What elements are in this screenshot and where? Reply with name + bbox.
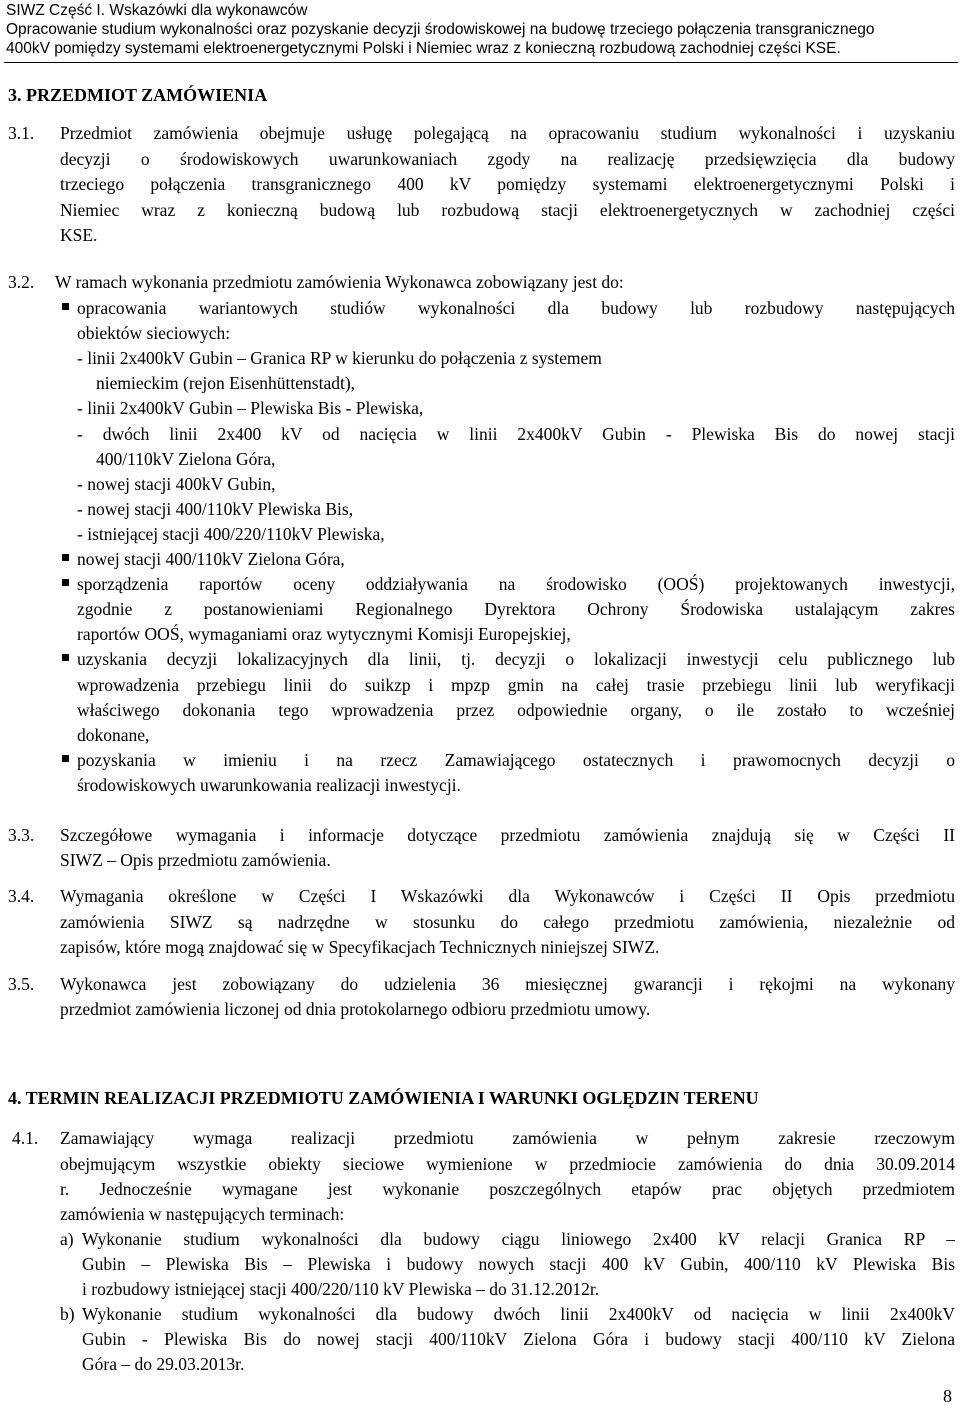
- list-item-line: Gubin – Plewiska Bis – Plewiska i budowy nowych stacji 400 kV Gubin, 400/110 kV Plewiska Bis: [82, 1254, 955, 1274]
- paragraph-number: 3.5.: [8, 974, 35, 994]
- paragraph-number: 3.4.: [8, 886, 35, 906]
- paragraph-number: 3.3.: [8, 825, 35, 845]
- dash-item: - linii 2x400kV Gubin – Granica RP w kierunku do połączenia z systemem: [77, 348, 602, 368]
- header-divider: [4, 62, 958, 63]
- list-marker-b: b): [60, 1304, 75, 1324]
- dash-item: - nowej stacji 400/110kV Plewiska Bis,: [77, 499, 354, 519]
- bullet-square-icon: [62, 579, 69, 586]
- section-4-heading: 4. TERMIN REALIZACJI PRZEDMIOTU ZAMÓWIENIA I WARUNKI OGLĘDZIN TERENU: [8, 1088, 759, 1108]
- bullet-square-icon: [62, 554, 69, 561]
- bullet-line: zgodnie z postanowieniami Regionalnego Dyrektora Ochrony Środowiska ustalającym zakres: [77, 599, 955, 619]
- list-item-line: Gubin - Plewiska Bis do nowej stacji 400/110kV Zielona Góra i budowy stacji 400/110 kV Zielona: [82, 1329, 955, 1349]
- bullet-square-icon: [62, 303, 69, 310]
- bullet-line: pozyskania w imieniu i na rzecz Zamawiającego ostatecznych i prawomocnych decyzji o: [77, 750, 955, 770]
- bullet-line: raportów OOŚ, wymaganiami oraz wytycznymi Komisji Europejskiej,: [77, 624, 571, 644]
- paragraph-line: zamówienia SIWZ są nadrzędne w stosunku do całego przedmiotu zamówienia, niezależnie od: [60, 912, 955, 932]
- bullet-square-icon: [62, 755, 69, 762]
- bullet-line: wprowadzenia przebiegu linii do suikzp i mpzp gmin na całej trasie przebiegu linii lub weryfikacji: [77, 675, 955, 695]
- dash-item: - linii 2x400kV Gubin – Plewiska Bis - Plewiska,: [77, 398, 424, 418]
- list-item-line: i rozbudowy istniejącej stacji 400/220/110 kV Plewiska – do 31.12.2012r.: [82, 1279, 600, 1299]
- paragraph-line: Zamawiający wymaga realizacji przedmiotu zamówienia w pełnym zakresie rzeczowym: [60, 1128, 955, 1148]
- paragraph-line: SIWZ – Opis przedmiotu zamówienia.: [60, 850, 331, 870]
- bullet-line: sporządzenia raportów oceny oddziaływania na środowisko (OOŚ) projektowanych inwestycji,: [77, 574, 955, 594]
- paragraph-number: 3.1.: [8, 123, 35, 143]
- dash-item: - dwóch linii 2x400 kV od nacięcia w linii 2x400kV Gubin - Plewiska Bis do nowej stacji: [77, 424, 955, 444]
- paragraph-number: 4.1.: [12, 1128, 39, 1148]
- header-line-1: SIWZ Część I. Wskazówki dla wykonawców: [6, 2, 308, 19]
- list-marker-a: a): [60, 1229, 74, 1249]
- paragraph-intro: W ramach wykonania przedmiotu zamówienia Wykonawca zobowiązany jest do:: [55, 272, 624, 292]
- paragraph-line: obejmującym wszystkie obiekty sieciowe wymienione w przedmiocie zamówienia do dnia 30.09.2014: [60, 1154, 955, 1174]
- bullet-line: środowiskowych uwarunkowania realizacji inwestycji.: [77, 775, 461, 795]
- bullet-square-icon: [62, 654, 69, 661]
- page-number: 8: [943, 1386, 952, 1406]
- paragraph-line: Wykonawca jest zobowiązany do udzielenia 36 miesięcznej gwarancji i rękojmi na wykonany: [60, 974, 955, 994]
- paragraph-number: 3.2.: [8, 272, 35, 292]
- paragraph-line: r. Jednocześnie wymagane jest wykonanie poszczególnych etapów prac objętych przedmiotem: [60, 1179, 955, 1199]
- bullet-line: opracowania wariantowych studiów wykonalności dla budowy lub rozbudowy następujących: [77, 298, 955, 318]
- section-3-heading: 3. PRZEDMIOT ZAMÓWIENIA: [8, 85, 268, 105]
- list-item-line: Wykonanie studium wykonalności dla budowy dwóch linii 2x400kV od nacięcia w linii 2x400kV: [82, 1304, 955, 1324]
- paragraph-line: zapisów, które mogą znajdować się w Specyfikacjach Technicznych niniejszej SIWZ.: [60, 937, 660, 957]
- paragraph-line: Szczegółowe wymagania i informacje dotyczące przedmiotu zamówienia znajdują się w Części II: [60, 825, 955, 845]
- paragraph-line: Niemiec wraz z konieczną budową lub rozbudową stacji elektroenergetycznych w zachodniej części: [60, 200, 955, 220]
- dash-item: niemieckim (rejon Eisenhüttenstadt),: [96, 373, 356, 393]
- paragraph-line: trzeciego połączenia transgranicznego 400 kV pomiędzy systemami elektroenergetycznymi Polski i: [60, 174, 955, 194]
- paragraph-line: KSE.: [60, 225, 98, 245]
- paragraph-line: decyzji o środowiskowych uwarunkowaniach zgody na realizację przedsięwzięcia dla budowy: [60, 149, 955, 169]
- bullet-line: uzyskania decyzji lokalizacyjnych dla linii, tj. decyzji o lokalizacji inwestycji celu publicznego lub: [77, 649, 955, 669]
- list-item-line: Wykonanie studium wykonalności dla budowy ciągu liniowego 2x400 kV relacji Granica RP –: [82, 1229, 955, 1249]
- dash-item: 400/110kV Zielona Góra,: [96, 449, 276, 469]
- bullet-line: dokonane,: [77, 725, 150, 745]
- paragraph-line: przedmiot zamówienia liczonej od dnia protokolarnego odbioru przedmiotu umowy.: [60, 999, 651, 1019]
- bullet-line: nowej stacji 400/110kV Zielona Góra,: [77, 549, 345, 569]
- bullet-line: właściwego dokonania tego wprowadzenia przez odpowiednie organy, o ile zostało to wcześniej: [77, 700, 955, 720]
- dash-item: - nowej stacji 400kV Gubin,: [77, 474, 276, 494]
- paragraph-line: Wymagania określone w Części I Wskazówki dla Wykonawców i Części II Opis przedmiotu: [60, 886, 955, 906]
- dash-item: - istniejącej stacji 400/220/110kV Plewiska,: [77, 524, 385, 544]
- list-item-line: Góra – do 29.03.2013r.: [82, 1354, 245, 1374]
- paragraph-line: zamówienia w następujących terminach:: [60, 1204, 345, 1224]
- header-line-3: 400kV pomiędzy systemami elektroenergetycznymi Polski i Niemiec wraz z konieczną rozbudową zachodniej części KSE.: [6, 40, 841, 57]
- header-line-2: Opracowanie studium wykonalności oraz pozyskanie decyzji środowiskowej na budowę trzeciego połączenia transgranicznego: [6, 21, 875, 38]
- bullet-line: obiektów sieciowych:: [77, 323, 231, 343]
- paragraph-line: Przedmiot zamówienia obejmuje usługę polegającą na opracowaniu studium wykonalności i uzyskaniu: [60, 123, 955, 143]
